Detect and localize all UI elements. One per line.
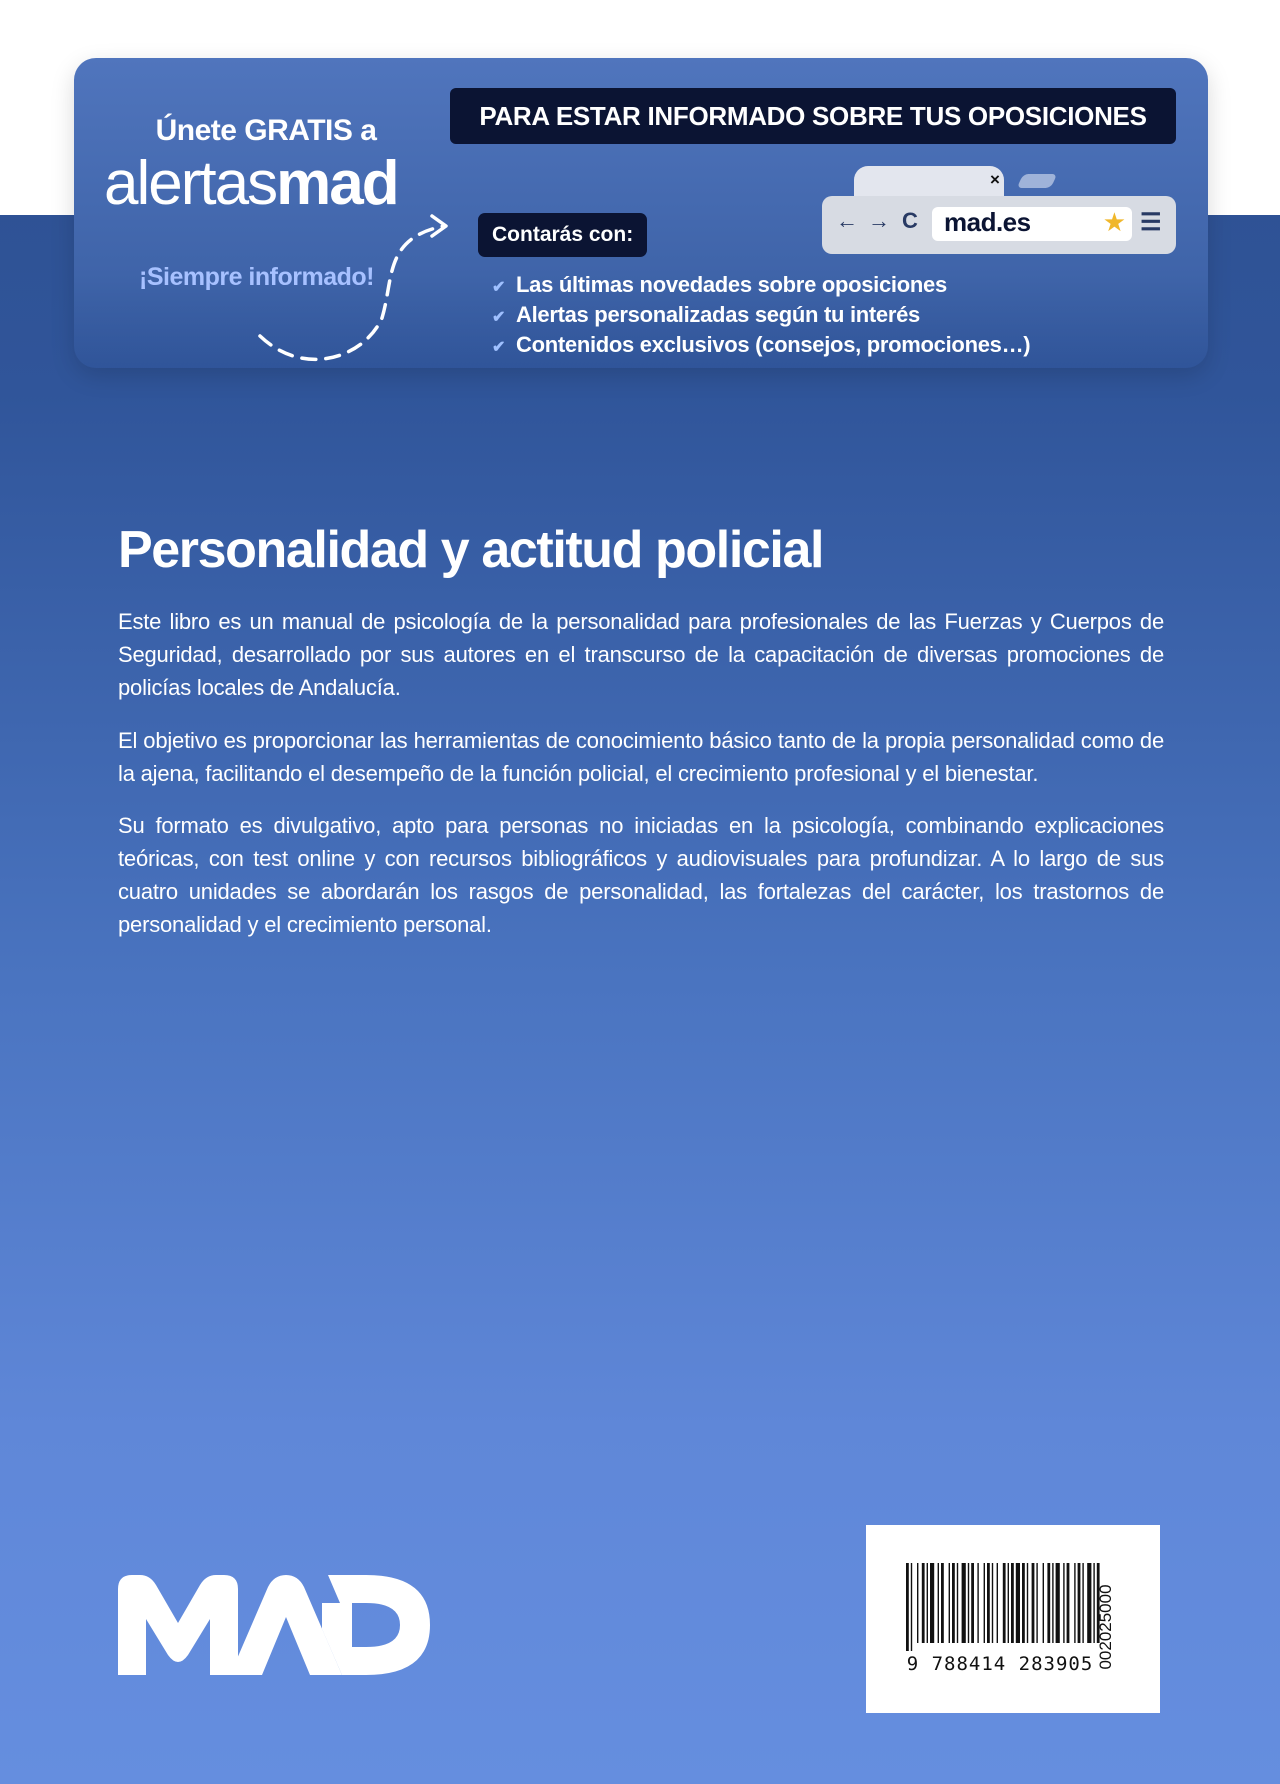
barcode-bar: [997, 1563, 998, 1643]
barcode-bar: [1093, 1563, 1094, 1643]
menu-icon: ☰: [1140, 209, 1162, 236]
barcode-bar: [1082, 1563, 1083, 1643]
barcode-bar: [1027, 1563, 1028, 1643]
back-arrow-icon: ←: [836, 208, 858, 233]
barcode-bar: [1003, 1563, 1006, 1643]
feature-item: ✔ Las últimas novedades sobre oposiciones: [492, 272, 947, 297]
description-paragraph: Su formato es divulgativo, apto para personas no iniciadas en la psicología, combinando explicaciones teóricas, con test online y con recursos bibliográficos y audiovisuales para profundizar. A lo largo de sus cuatro unidades se abordarán los rasgos de personalidad, las fortalezas del carácter, los trastornos de personalidad y el crecimiento personal.: [118, 813, 1164, 937]
barcode-bar: [984, 1563, 985, 1643]
barcode-bar: [1008, 1563, 1009, 1643]
barcode-bar: [938, 1563, 939, 1643]
barcode-bar: [1052, 1563, 1053, 1643]
barcode-bar: [1036, 1563, 1037, 1643]
barcode-bar: [927, 1563, 928, 1643]
mad-publisher-logo: [118, 1575, 430, 1677]
check-icon: ✔: [492, 279, 506, 296]
promo-headline: PARA ESTAR INFORMADO SOBRE TUS OPOSICIONES: [450, 88, 1176, 144]
logo-bold-part: mad: [276, 149, 398, 218]
alertas-promo-banner: [74, 58, 1208, 368]
check-icon: ✔: [492, 309, 506, 326]
browser-new-tab: [1017, 174, 1058, 188]
barcode-bar: [949, 1563, 950, 1643]
tab-close-icon: ×: [990, 170, 1000, 189]
barcode-bar: [1056, 1563, 1060, 1643]
barcode-bar: [1016, 1563, 1020, 1643]
browser-tab: [854, 166, 1004, 200]
isbn-barcode: [866, 1525, 1160, 1713]
barcode-bar: [1047, 1563, 1050, 1643]
barcode-bar: [957, 1563, 958, 1643]
barcode-bar: [1067, 1563, 1070, 1643]
feature-item: ✔ Contenidos exclusivos (consejos, promociones…): [492, 332, 1031, 357]
promo-join-text: Únete GRATIS a: [155, 114, 377, 147]
barcode-bar: [1087, 1563, 1091, 1643]
barcode-bar: [941, 1563, 944, 1643]
barcode-bar: [911, 1563, 912, 1651]
dashed-arrow-icon: [244, 208, 484, 368]
check-icon: ✔: [492, 339, 506, 356]
book-title: Personalidad y actitud policial: [118, 521, 824, 579]
star-icon: ★: [1102, 207, 1126, 237]
feature-item: ✔ Alertas personalizadas según tu interés: [492, 302, 920, 327]
barcode-bar: [1011, 1563, 1014, 1643]
barcode-bars: [904, 1563, 1104, 1651]
reload-icon: C: [902, 208, 918, 233]
description-paragraph: Este libro es un manual de psicología de la personalidad para profesionales de las Fuerzas y Cuerpos de Seguridad, desarrollado por sus autores en el transcurso de la capacitación de diversas promociones de policías locales de Andalucía.: [118, 609, 1164, 700]
barcode-bar: [968, 1563, 969, 1643]
barcode-bar: [1063, 1563, 1064, 1643]
promo-tagline: ¡Siempre informado!: [139, 263, 374, 291]
barcode-bar: [922, 1563, 925, 1643]
url-text: mad.es: [944, 207, 1031, 237]
barcode-bar: [987, 1563, 990, 1643]
barcode-bar: [930, 1563, 934, 1643]
barcode-bar: [1078, 1563, 1081, 1643]
barcode-bar: [1032, 1563, 1035, 1643]
isbn-number: 9 788414 283905: [906, 1653, 1094, 1675]
logo-light-part: alertas: [104, 149, 277, 218]
browser-url-field: [932, 207, 1132, 241]
barcode-bar: [1074, 1563, 1075, 1643]
barcode-bar: [952, 1563, 955, 1643]
forward-arrow-icon: →: [868, 208, 890, 233]
barcode-bar: [971, 1563, 974, 1643]
barcode-bar: [962, 1563, 966, 1643]
barcode-side-code: 002025000: [1096, 1584, 1115, 1670]
barcode-bar: [977, 1563, 978, 1643]
barcode-bar: [1022, 1563, 1025, 1643]
features-heading: Contarás con:: [478, 213, 647, 257]
barcode-bar: [906, 1563, 909, 1651]
barcode-bar: [1043, 1563, 1044, 1643]
description-paragraph: El objetivo es proporcionar las herramientas de conocimiento básico tanto de la propia personalidad como de la ajena, facilitando el desempeño de la función policial, el crecimiento profesional y el bienestar.: [118, 728, 1164, 786]
barcode-bar: [917, 1563, 918, 1643]
barcode-bar: [992, 1563, 993, 1643]
